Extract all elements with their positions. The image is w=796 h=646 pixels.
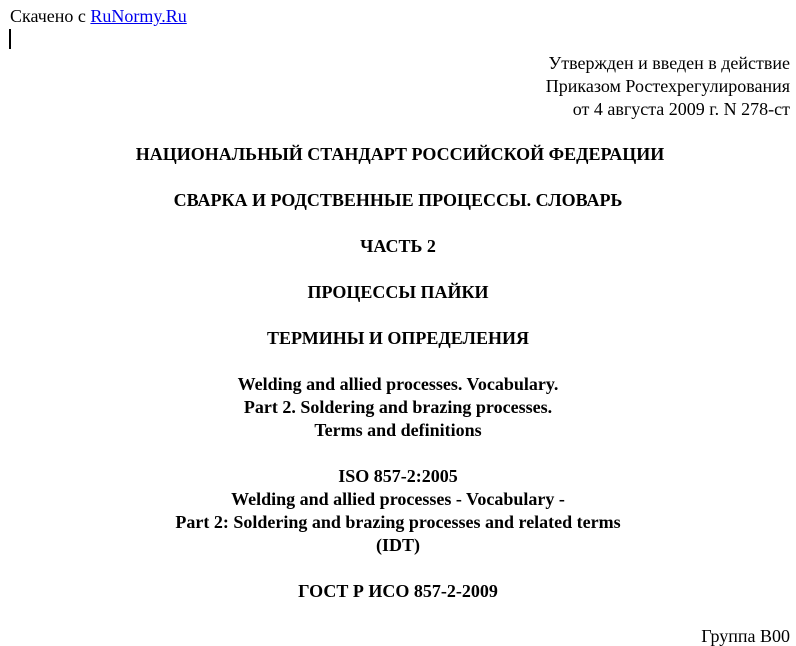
english-title-line: Part 2. Soldering and brazing processes.: [243, 397, 553, 417]
terms-heading: ТЕРМИНЫ И ОПРЕДЕЛЕНИЯ: [267, 328, 529, 348]
text-cursor: [9, 29, 11, 49]
iso-block: [0, 465, 796, 557]
source-link[interactable]: RuNormy.Ru: [90, 6, 187, 26]
approval-line: от 4 августа 2009 г. N 278-ст: [572, 99, 790, 119]
source-prefix: Скачено с: [10, 6, 91, 26]
english-title-block: [0, 373, 796, 442]
national-standard-heading: НАЦИОНАЛЬНЫЙ СТАНДАРТ РОССИЙСКОЙ ФЕДЕРАЦИИ: [135, 144, 665, 164]
gost-designation: ГОСТ Р ИСО 857-2-2009: [298, 581, 498, 601]
iso-line: ISO 857-2:2005: [338, 466, 458, 486]
approval-block: [546, 52, 790, 121]
group-code: Группа В00: [701, 626, 790, 646]
part-title-heading: ПРОЦЕССЫ ПАЙКИ: [307, 282, 489, 302]
subject-heading: СВАРКА И РОДСТВЕННЫЕ ПРОЦЕССЫ. СЛОВАРЬ: [173, 190, 623, 210]
part-heading: ЧАСТЬ 2: [360, 236, 436, 256]
english-title-line: Welding and allied processes. Vocabulary.: [237, 374, 559, 394]
iso-line: Part 2: Soldering and brazing processes and related terms: [175, 512, 621, 532]
iso-line: Welding and allied processes - Vocabulary -: [231, 489, 565, 509]
english-title-line: Terms and definitions: [314, 420, 482, 440]
source-line: [10, 6, 187, 26]
iso-line: (IDT): [376, 535, 420, 555]
approval-line: Утвержден и введен в действие: [548, 53, 790, 73]
approval-line: Приказом Ростехрегулирования: [545, 76, 790, 96]
